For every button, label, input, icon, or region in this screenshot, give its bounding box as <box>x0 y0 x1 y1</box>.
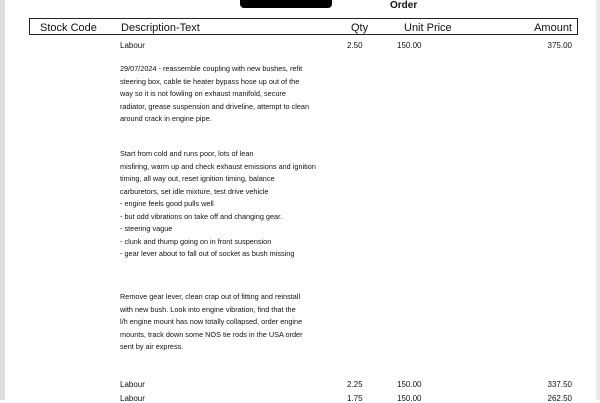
note-line: misfiring, warm up and check exhaust emissions and ignition <box>120 161 316 171</box>
note-line: - engine feels good pulls well <box>120 199 214 208</box>
header-amount: Amount <box>534 22 572 34</box>
row2-unit-price: 150.00 <box>397 380 422 389</box>
note-line: steering box, cable tie heater bypass hose up out of the <box>120 76 300 86</box>
photo-right-edge <box>596 0 600 400</box>
row3-unit-price: 150.00 <box>397 394 422 403</box>
row3-description: Labour <box>120 394 145 403</box>
row2-qty: 2.25 <box>347 380 363 389</box>
redaction-mark <box>240 0 332 8</box>
header-stock-code: Stock Code <box>40 22 97 34</box>
note-line: - gear lever about to fall out of socket as bush missing <box>120 249 295 258</box>
notes-paragraph-3 <box>120 291 355 354</box>
note-line: - but odd vibrations on take off and changing gear. <box>120 211 283 221</box>
note-line: Start from cold and runs poor, lots of lean <box>120 149 254 158</box>
row3-amount: 262.50 <box>547 394 572 403</box>
note-line: l/h engine mount has now totally collapsed, order engine <box>120 317 303 326</box>
note-line: 29/07/2024 - reassemble coupling with new bushes, refit <box>120 64 303 73</box>
note-line: Remove gear lever, clean crap out of fitting and reinstall <box>120 292 301 301</box>
photo-left-edge <box>0 0 5 400</box>
header-description: Description-Text <box>121 22 200 34</box>
row1-amount: 375.00 <box>547 41 572 50</box>
note-line: sent by air express. <box>120 342 184 351</box>
table-header-row <box>29 18 578 35</box>
row2-description: Labour <box>120 380 145 389</box>
note-line: - clunk and thump going on in front suspension <box>120 236 272 246</box>
note-line: timing, all way out, reset ignition timing, balance <box>120 174 275 183</box>
header-qty: Qty <box>351 22 369 34</box>
notes-paragraph-1 <box>120 63 355 126</box>
note-line: carburetors, set idle mixture, test drive vehicle <box>120 186 269 196</box>
header-unit-price: Unit Price <box>404 22 452 34</box>
note-line: radiator, grease suspension and driveline, attempt to clean <box>120 101 310 111</box>
note-line: mounts, track down some NOS tie rods in the USA order <box>120 329 303 339</box>
row1-unit-price: 150.00 <box>397 41 422 50</box>
notes-paragraph-2 <box>120 148 355 261</box>
document-title: Order <box>390 0 418 11</box>
row3-qty: 1.75 <box>347 394 363 403</box>
row1-qty: 2.50 <box>347 41 363 50</box>
row1-description: Labour <box>120 41 145 50</box>
note-line: around crack in engine pipe. <box>120 114 212 123</box>
note-line: - steering vague <box>120 224 173 233</box>
note-line: with new bush. Look into engine vibration, find that the <box>120 304 296 314</box>
row2-amount: 337.50 <box>547 380 572 389</box>
note-line: way so it is not fowling on exhaust manifold, secure <box>120 89 286 98</box>
